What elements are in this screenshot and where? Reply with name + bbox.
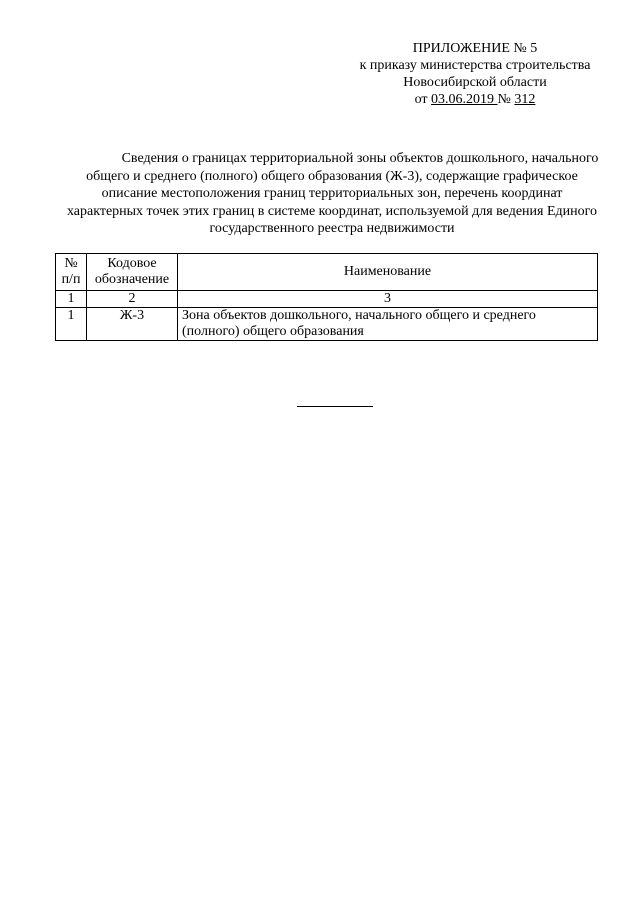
column-index-3: 3 (178, 291, 598, 308)
row-number: 1 (56, 308, 87, 341)
zones-table (55, 253, 598, 341)
table-index-row (56, 291, 598, 308)
header-name: Наименование (178, 254, 598, 291)
header-code-line1: Кодовое (107, 256, 157, 271)
column-index-2: 2 (87, 291, 178, 308)
document-end-divider (297, 406, 373, 407)
zone-description (62, 150, 602, 238)
header-number-line1: № (64, 256, 78, 271)
header-code-line2: обозначение (94, 272, 170, 287)
row-name: Зона объектов дошкольного, начального общего и среднего (полного) общего образования (178, 308, 598, 341)
table-header-row (56, 254, 598, 291)
column-index-1: 1 (56, 291, 87, 308)
appendix-region-line: Новосибирской области (403, 75, 547, 90)
table-row (56, 308, 598, 341)
appendix-order-line: к приказу министерства строительства (359, 58, 591, 73)
appendix-title: ПРИЛОЖЕНИЕ № 5 (412, 41, 538, 56)
number-prefix: № (497, 92, 515, 107)
date-prefix: от (414, 92, 432, 107)
order-number: 312 (514, 92, 536, 107)
zone-description-text: Сведения о границах территориальной зоны объектов дошкольного, начального общего и среднего (полного) общего образования (Ж-3), содержащие графическое описание местоположения границ территориальных зон, перечень координат характерных точек этих границ в системе координат, используемой для ведения Единого государственного реестра недвижимости (66, 151, 599, 236)
order-date: 03.06.2019 (431, 92, 498, 107)
appendix-header (330, 40, 620, 108)
header-number-line2: п/п (61, 272, 81, 287)
header-number (56, 254, 87, 291)
appendix-date-line (330, 91, 620, 108)
header-code (87, 254, 178, 291)
row-code: Ж-3 (87, 308, 178, 341)
